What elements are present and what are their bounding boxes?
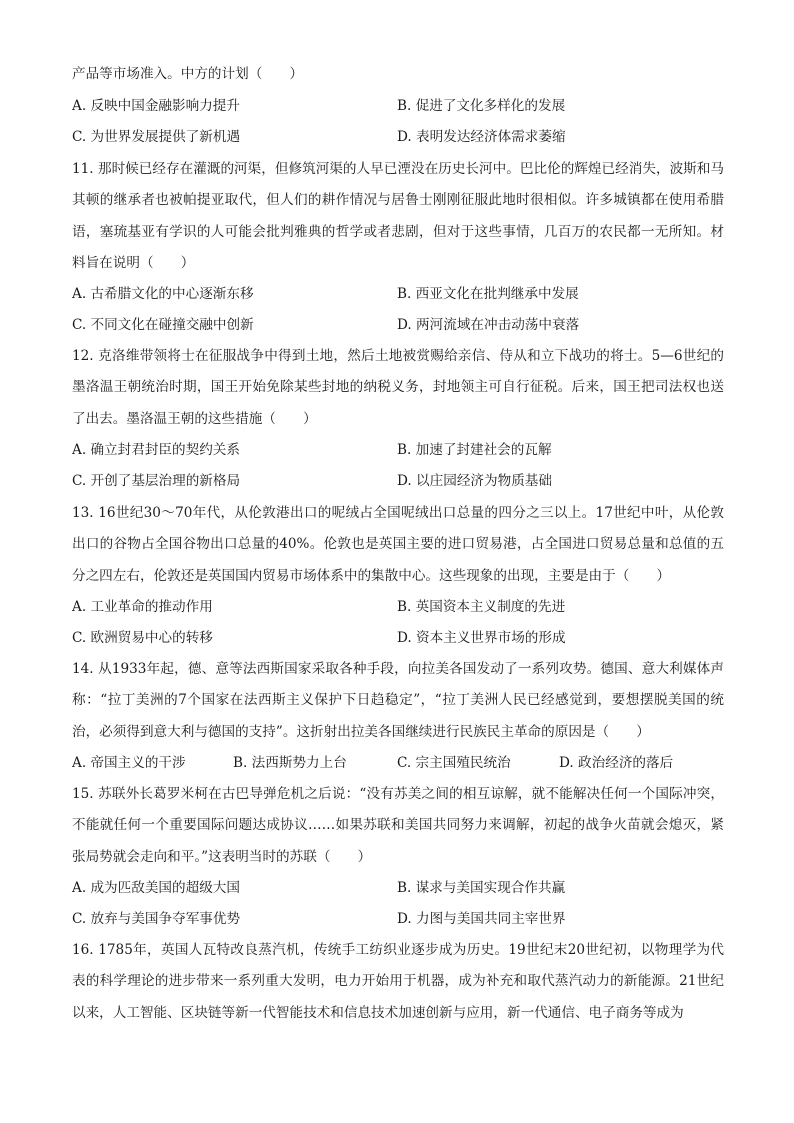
options-row <box>72 310 724 341</box>
option-c: C. 宗主国殖民统治 <box>397 755 511 771</box>
options-row <box>72 748 724 779</box>
option-d: D. 资本主义世界市场的形成 <box>397 630 566 647</box>
option-c: C. 为世界发展提供了新机遇 <box>72 129 241 146</box>
options-row <box>72 91 724 122</box>
question-13-stem: 13. 16世纪30～70年代，从伦敦港出口的呢绒占全国呢绒出口总量的四分之三以上。17世纪中叶，从伦敦出口的谷物占全国谷物出口总量的40%。伦敦也是英国主要的进口贸易港，占全国进口贸易总量和总值的五分之四左右，伦敦还是英国国内贸易市场体系中的集散中心。这些现象的出现，主要是由于（ ） <box>72 505 724 584</box>
question-11-stem: 11. 那时候已经存在灌溉的河渠，但修筑河渠的人早已湮没在历史长河中。巴比伦的辉煌已经消失，波斯和马其顿的继承者也被帕提亚取代，但人们的耕作情况与居鲁士刚刚征服此地时很相似。许多城镇都在使用希腊语，塞琉基亚有学识的人可能会批判雅典的哲学或者悲剧，但对于这些事情，几百万的农民都一无所知。材料旨在说明（ ） <box>72 161 724 271</box>
option-a: A. 古希腊文化的中心逐渐东移 <box>72 286 254 302</box>
option-d: D. 力图与美国共同主宰世界 <box>397 911 566 928</box>
options-row <box>72 623 724 654</box>
options-row <box>72 279 724 310</box>
option-c: C. 不同文化在碰撞交融中创新 <box>72 317 254 334</box>
options-row <box>72 466 724 497</box>
question-16-stem: 16. 1785年，英国人瓦特改良蒸汽机，传统手工纺织业逐步成为历史。19世纪末20世纪初，以物理学为代表的科学理论的进步带来一系列重大发明，电力开始用于机器，成为补充和取代蒸汽动力的新能源。21世纪以来，人工智能、区块链等新一代智能技术和信息技术加速创新与应用，新一代通信、电子商务等成为 <box>72 942 724 1021</box>
option-a: A. 确立封君封臣的契约关系 <box>72 442 240 458</box>
question-10-options <box>72 91 724 154</box>
option-b: B. 加速了封建社会的瓦解 <box>397 442 552 458</box>
option-d: D. 两河流域在冲击动荡中衰落 <box>397 317 580 334</box>
question-14-options <box>72 748 724 779</box>
option-d: D. 表明发达经济体需求萎缩 <box>397 129 566 146</box>
option-c: C. 欧洲贸易中心的转移 <box>72 630 213 647</box>
option-d: D. 以庄园经济为物质基础 <box>397 473 552 490</box>
option-a: A. 成为匹敌美国的超级大国 <box>72 880 240 896</box>
question-10-stem: 产品等市场准入。中方的计划（ ） <box>72 66 304 82</box>
option-d: D. 政治经济的落后 <box>559 755 674 771</box>
options-row <box>72 904 724 935</box>
option-a: A. 工业革命的推动作用 <box>72 599 213 615</box>
option-a: A. 帝国主义的干涉 <box>72 755 186 771</box>
question-14-stem: 14. 从1933年起，德、意等法西斯国家采取各种手段，向拉美各国发动了一系列攻势。德国、意大利媒体声称：“拉丁美洲的7个国家在法西斯主义保护下日趋稳定”，“拉丁美洲人民已经感觉到，要想摆脱美国的统治，必须得到意大利与德国的支持”。这折射出拉美各国继续进行民族民主革命的原因是（ ） <box>72 661 724 740</box>
question-13-options <box>72 592 724 655</box>
question-15-options <box>72 873 724 936</box>
option-b: B. 西亚文化在批判继承中发展 <box>397 286 579 302</box>
question-12-options <box>72 435 724 498</box>
option-b: B. 谋求与美国实现合作共赢 <box>397 880 566 896</box>
question-15-stem: 15. 苏联外长葛罗米柯在古巴导弹危机之后说：“没有苏美之间的相互谅解，就不能解决任何一个国际冲突，不能就任何一个重要国际问题达成协议……如果苏联和美国共同努力来调解，初起的战争火苗就会熄灭，紧张局势就会走向和平。”这表明当时的苏联（ ） <box>72 786 724 865</box>
option-b: B. 英国资本主义制度的先进 <box>397 599 566 615</box>
options-row <box>72 592 724 623</box>
options-row <box>72 873 724 904</box>
option-b: B. 促进了文化多样化的发展 <box>397 98 566 114</box>
options-row <box>72 122 724 153</box>
option-c: C. 放弃与美国争夺军事优势 <box>72 911 241 928</box>
option-b: B. 法西斯势力上台 <box>233 755 347 771</box>
question-11-options <box>72 279 724 342</box>
option-a: A. 反映中国金融影响力提升 <box>72 98 240 114</box>
option-c: C. 开创了基层治理的新格局 <box>72 473 241 490</box>
options-row <box>72 435 724 466</box>
question-12-stem: 12. 克洛维带领将士在征服战争中得到土地，然后土地被赏赐给亲信、侍从和立下战功的将士。5—6世纪的墨洛温王朝统治时期，国王开始免除某些封地的纳税义务，封地领主可自行征税。后来，国王把司法权也送了出去。墨洛温王朝的这些措施（ ） <box>72 348 724 427</box>
